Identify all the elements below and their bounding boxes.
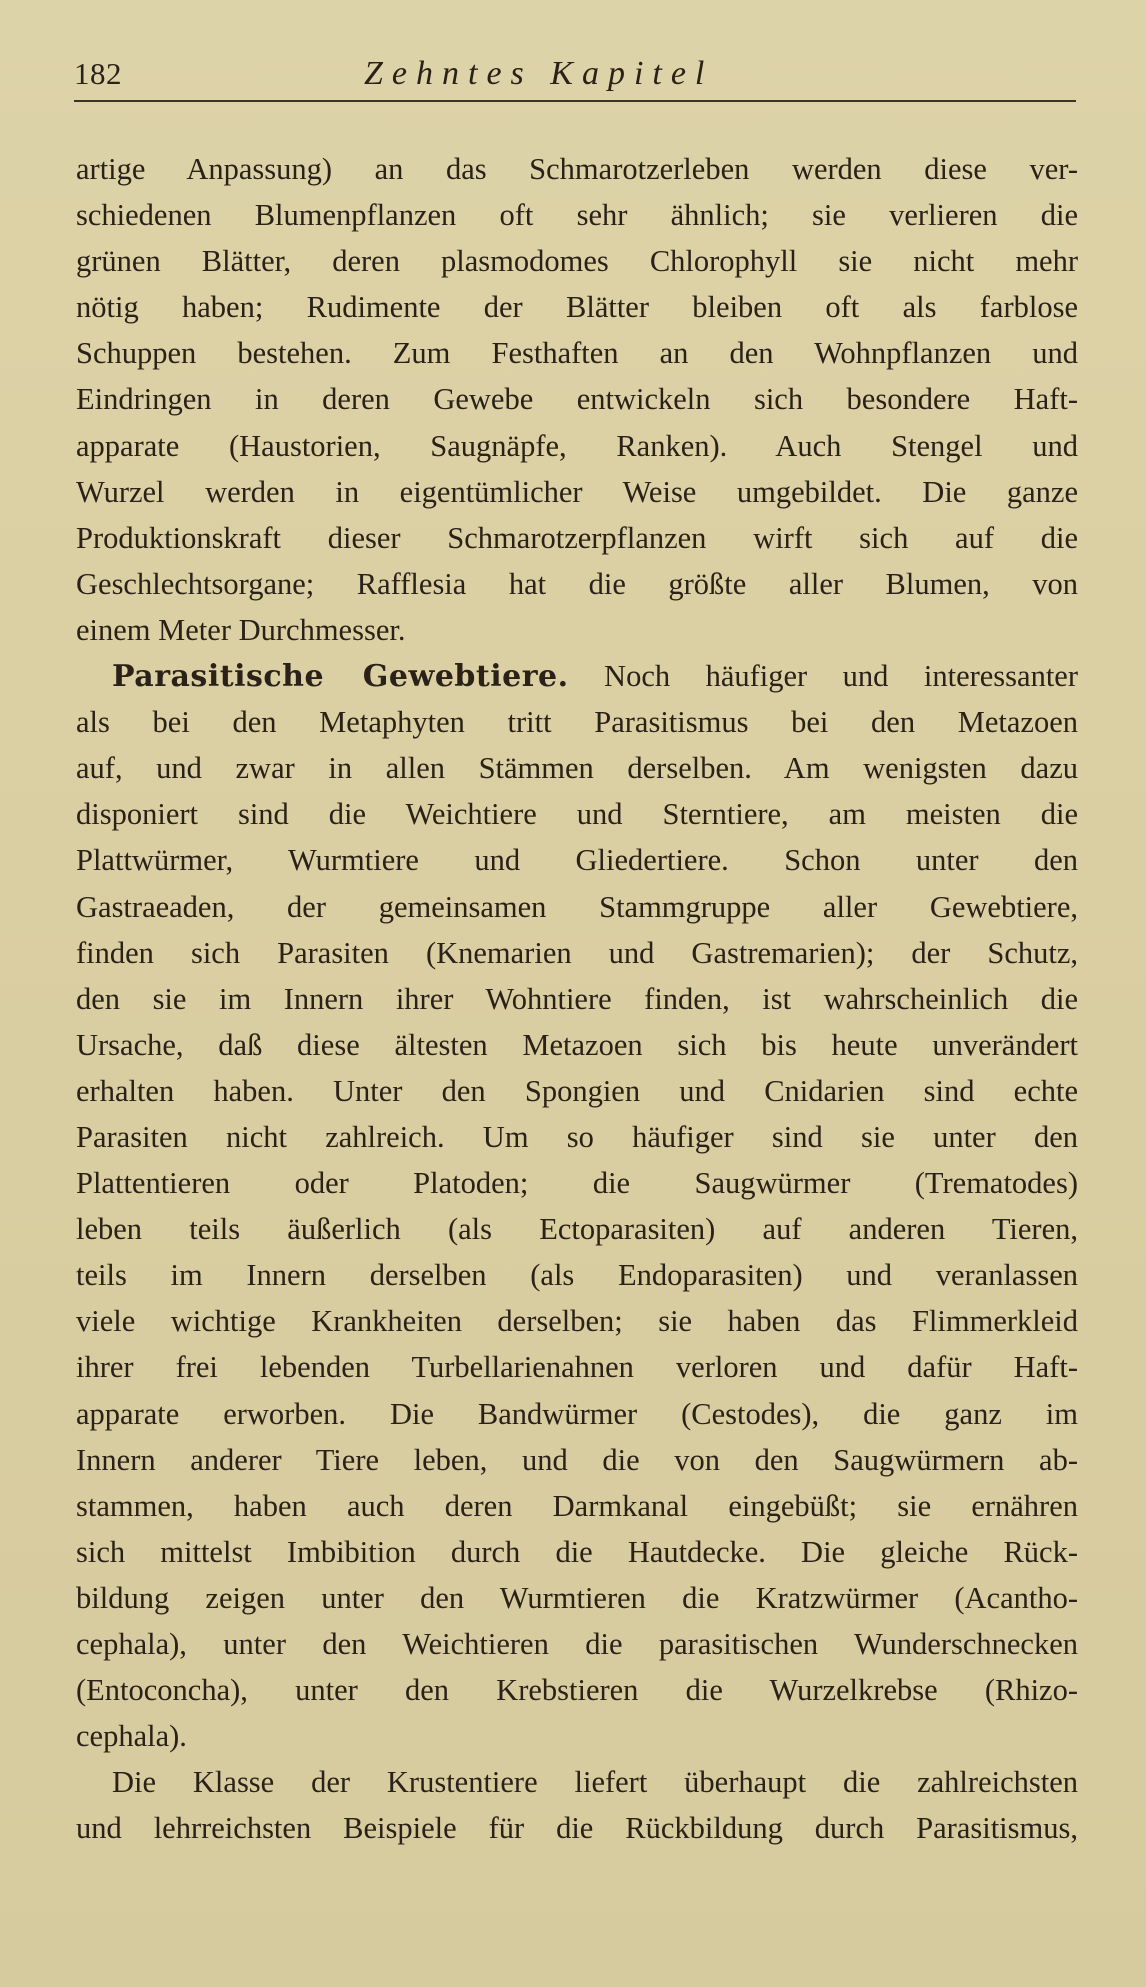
text-line: apparate erworben. Die Bandwürmer (Cestodes), die ganz im [76,1396,1078,1431]
section-line-text: Noch häufiger und interessanter [568,659,1078,694]
text-line: als bei den Metaphyten tritt Parasitismus bei den Metazoen [76,705,1078,740]
text-line: apparate (Haustorien, Saugnäpfe, Ranken). Auch Stengel und [76,428,1078,463]
page-number: 182 [74,56,122,91]
text-line: Wurzel werden in eigentümlicher Weise umgebildet. Die ganze [76,474,1078,509]
text-line: nötig haben; Rudimente der Blätter bleiben oft als farblose [76,290,1078,325]
text-line: erhalten haben. Unter den Spongien und Cnidarien sind echte [76,1073,1078,1108]
text-line: sich mittelst Imbibition durch die Hautdecke. Die gleiche Rück- [76,1534,1078,1569]
text-line: cephala). [76,1719,187,1754]
text-line: viele wichtige Krankheiten derselben; sie haben das Flimmerkleid [76,1304,1078,1339]
text-line: Parasiten nicht zahlreich. Um so häufiger sind sie unter den [76,1119,1078,1154]
text-line: leben teils äußerlich (als Ectoparasiten) auf anderen Tieren, [76,1212,1078,1247]
text-line: einem Meter Durchmesser. [76,612,406,647]
text-line: den sie im Innern ihrer Wohntiere finden, ist wahrscheinlich die [76,981,1078,1016]
text-line: Geschlechtsorgane; Rafflesia hat die größte aller Blumen, von [76,566,1078,601]
text-line: finden sich Parasiten (Knemarien und Gastremarien); der Schutz, [76,935,1078,970]
section-heading: Parasitische Gewebtiere. [112,659,569,695]
text-line: Innern anderer Tiere leben, und die von den Saugwürmern ab- [76,1442,1078,1477]
text-line: artige Anpassung) an das Schmarotzerleben werden diese ver- [76,152,1078,186]
text-line: bildung zeigen unter den Wurmtieren die Kratzwürmer (Acantho- [76,1580,1078,1615]
text-line: (Entoconcha), unter den Krebstieren die Wurzelkrebse (Rhizo- [76,1673,1078,1708]
text-line: ihrer frei lebenden Turbellarienahnen verloren und dafür Haft- [76,1350,1078,1385]
running-head: Zehntes Kapitel [364,55,714,92]
text-line: und lehrreichsten Beispiele für die Rückbildung durch Parasitismus, [76,1811,1078,1846]
page-header [74,50,1076,102]
text-line: Die Klasse der Krustentiere liefert überhaupt die zahlreichsten [112,1765,1078,1800]
text-line: Plattwürmer, Wurmtiere und Gliedertiere. Schon unter den [76,843,1078,878]
text-line: Ursache, daß diese ältesten Metazoen sich bis heute unverändert [76,1027,1078,1062]
text-line: Plattentieren oder Platoden; die Saugwürmer (Trematodes) [76,1166,1078,1201]
text-line: Eindringen in deren Gewebe entwickeln sich besondere Haft- [76,382,1078,417]
text-line: grünen Blätter, deren plasmodomes Chlorophyll sie nicht mehr [76,244,1078,279]
section-line [76,653,1078,699]
text-line: disponiert sind die Weichtiere und Sterntiere, am meisten die [76,797,1078,832]
body-text [76,146,1078,1851]
text-line: Schuppen bestehen. Zum Festhaften an den Wohnpflanzen und [76,336,1078,371]
text-line: Produktionskraft dieser Schmarotzerpflanzen wirft sich auf die [76,520,1078,555]
text-line: auf, und zwar in allen Stämmen derselben. Am wenigsten dazu [76,751,1078,786]
text-line: Gastraeaden, der gemeinsamen Stammgruppe aller Gewebtiere, [76,889,1078,924]
text-line: cephala), unter den Weichtieren die parasitischen Wunderschnecken [76,1627,1078,1661]
text-line: stammen, haben auch deren Darmkanal eingebüßt; sie ernähren [76,1488,1078,1523]
text-line: teils im Innern derselben (als Endoparasiten) und veranlassen [76,1258,1078,1293]
text-line: schiedenen Blumenpflanzen oft sehr ähnlich; sie verlieren die [76,198,1078,233]
